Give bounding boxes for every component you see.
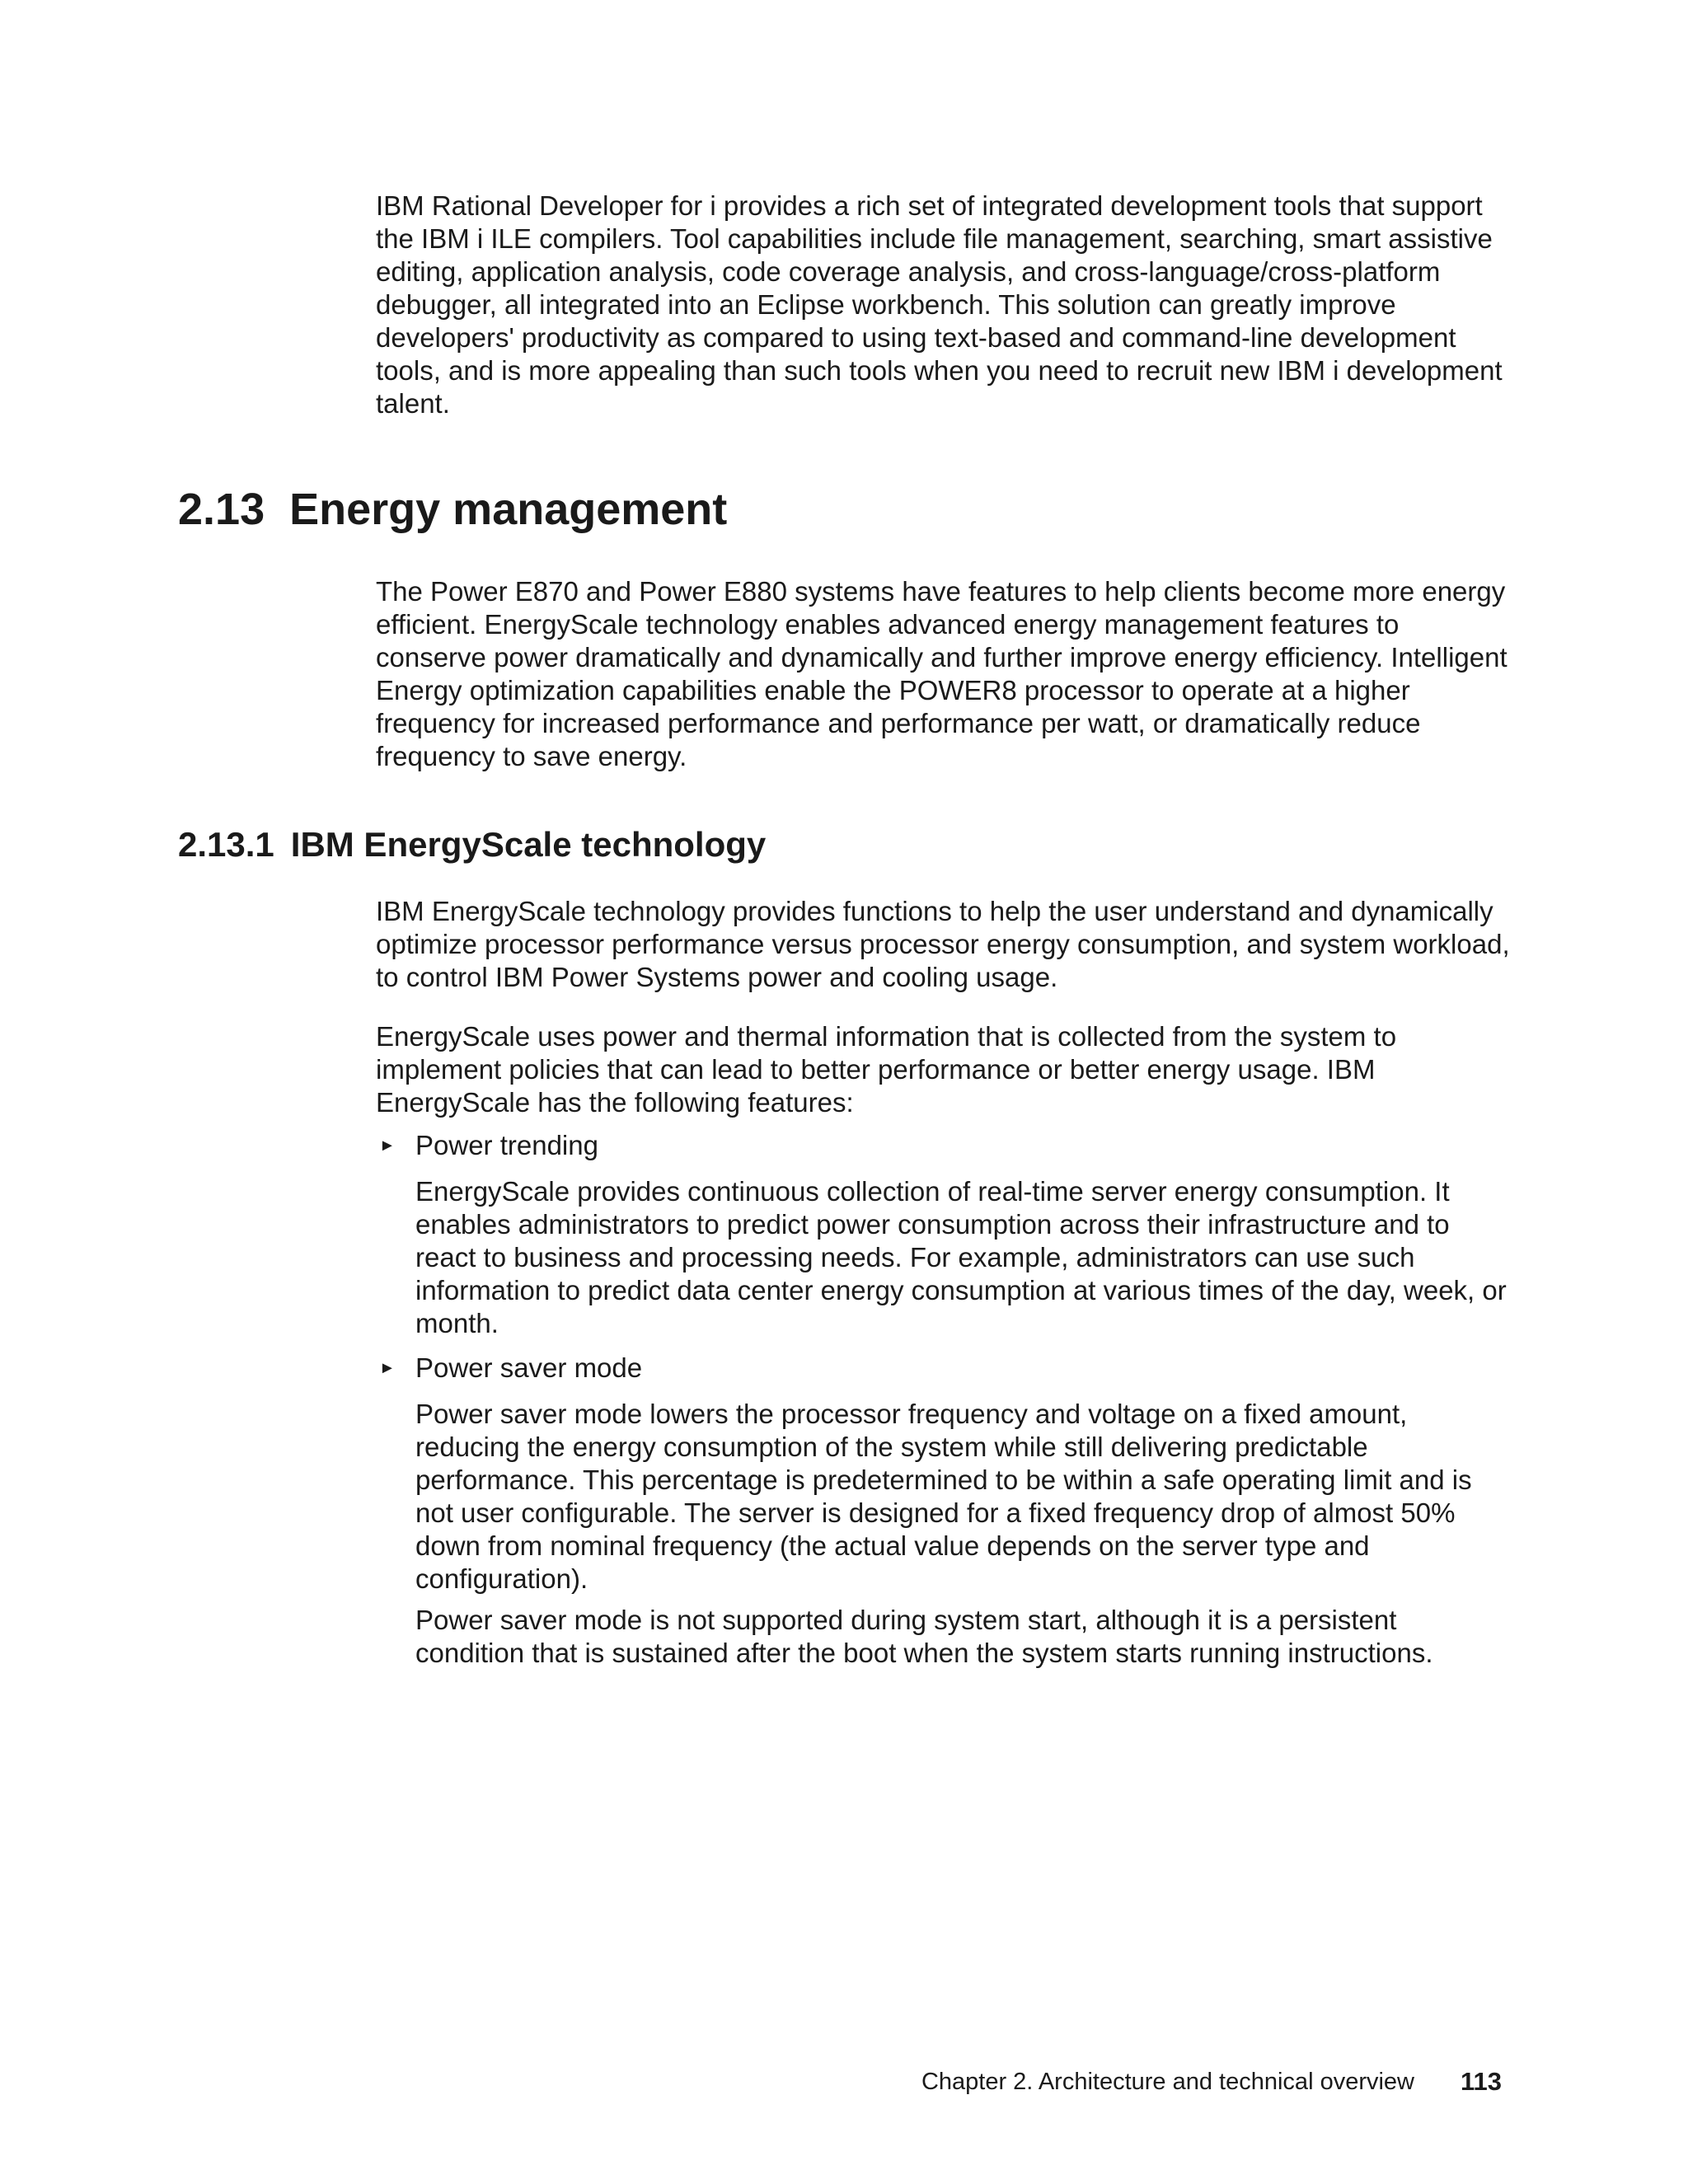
bullet-title: Power trending	[415, 1130, 598, 1160]
subsection-number: 2.13.1	[178, 825, 274, 864]
bullet-paragraph: Power saver mode lowers the processor frequency and voltage on a fixed amount, reducing the energy consumption of the system while still delivering predictable performance. This percentage is predetermined to be within a safe operating limit and is not user configurable. The server is designed for a fixed frequency drop of almost 50% down from nominal frequency (the actual value depends on the server type and configuration).	[415, 1399, 1472, 1594]
subsection-paragraph: EnergyScale uses power and thermal information that is collected from the system to implement policies that can lead to better performance or better energy usage. IBM EnergyScale has the following features:	[376, 1021, 1397, 1118]
subsection-paragraph-2-block	[376, 1020, 1513, 1119]
bullet-arrow-icon: ►	[379, 1137, 396, 1155]
bullet-body-power-saver-mode-2	[415, 1604, 1512, 1670]
bullet-body-power-trending	[415, 1175, 1512, 1340]
page-footer	[0, 2065, 1688, 2098]
intro-paragraph-block	[376, 190, 1513, 420]
section-heading	[178, 483, 727, 536]
page-number: 113	[1460, 2067, 1502, 2096]
intro-paragraph: IBM Rational Developer for i provides a rich set of integrated development tools that support the IBM i ILE compilers. Tool capabilities include file management, searching, smart assistive editing, application analysis, code coverage analysis, and cross-language/cross-platform debugger, all integrated into an Eclipse workbench. This solution can greatly improve developers' productivity as compared to using text-based and command-line development tools, and is more appealing than such tools when you need to recruit new IBM i development talent.	[376, 190, 1503, 419]
footer-chapter-title: Chapter 2. Architecture and technical overview	[921, 2069, 1414, 2095]
bullet-title: Power saver mode	[415, 1352, 643, 1383]
section-title: Energy management	[289, 485, 728, 534]
bullet-paragraph: Power saver mode is not supported during system start, although it is a persistent condition that is sustained after the boot when the system starts running instructions.	[415, 1605, 1433, 1668]
subsection-title: IBM EnergyScale technology	[290, 825, 767, 864]
subsection-paragraph-1-block	[376, 895, 1513, 994]
section-paragraph: The Power E870 and Power E880 systems have features to help clients become more energy efficient. EnergyScale technology enables advanced energy management features to conserve power dramatically and dynamically and further improve energy efficiency. Intelligent Energy optimization capabilities enable the POWER8 processor to operate at a higher frequency for increased performance and performance per watt, or dramatically reduce frequency to save energy.	[376, 576, 1507, 771]
section-paragraph-block	[376, 575, 1513, 773]
bullet-body-power-saver-mode-1	[415, 1398, 1512, 1596]
subsection-paragraph: IBM EnergyScale technology provides functions to help the user understand and dynamically optimize processor performance versus processor energy consumption, and system workload, to control IBM Power Systems power and cooling usage.	[376, 896, 1510, 992]
bullet-paragraph: EnergyScale provides continuous collection of real-time server energy consumption. It enables administrators to predict power consumption across their infrastructure and to react to business and processing needs. For example, administrators can use such information to predict data center energy consumption at various times of the day, week, or month.	[415, 1176, 1507, 1338]
section-number: 2.13	[178, 485, 265, 534]
bullet-arrow-icon: ►	[379, 1359, 396, 1377]
subsection-heading	[178, 824, 766, 865]
